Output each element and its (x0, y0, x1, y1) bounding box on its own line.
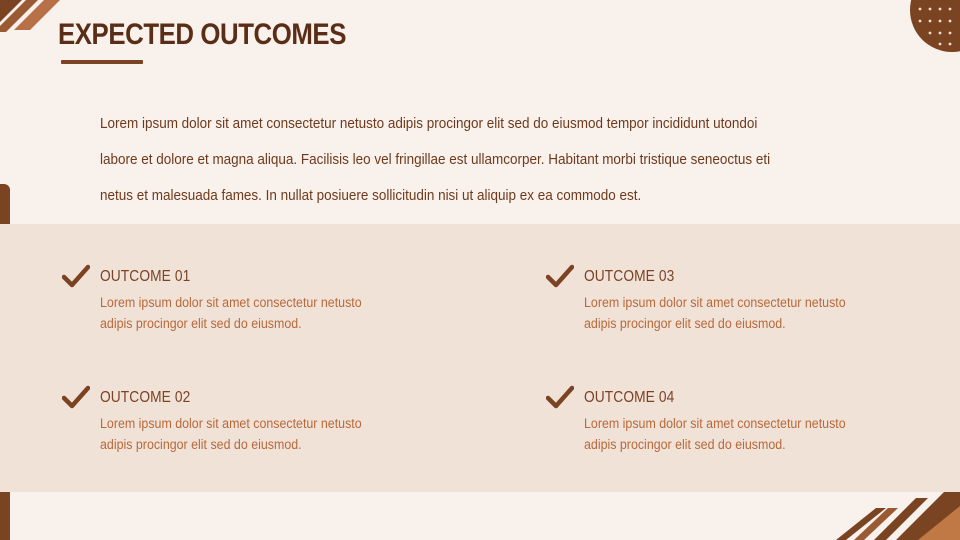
checkmark-icon (546, 264, 574, 290)
corner-stripes-bottom-right (836, 490, 960, 540)
outcome-description: Lorem ipsum dolor sit amet consectetur netusto adipis procingor elit sed do eiusmod. (100, 295, 362, 331)
outcome-02 (100, 387, 430, 455)
page-title: EXPECTED OUTCOMES (58, 18, 346, 51)
outcome-description: Lorem ipsum dolor sit amet consectetur netusto adipis procingor elit sed do eiusmod. (584, 416, 846, 452)
checkmark-icon (62, 264, 90, 290)
outcome-heading: OUTCOME 04 (584, 389, 675, 406)
intro-paragraph: Lorem ipsum dolor sit amet consectetur netusto adipis procingor elit sed do eiusmod tempor incididunt utondoi labore et dolore et magna aliqua. Facilisis leo vel fringillae est ullamcorper. Habitant morbi tristique seneoctus eti netus et malesuada fames. In nullat posiuere sollicitudin nisi ut aliquip ex ea commodo est. (100, 116, 771, 204)
left-edge-tab-bottom (0, 492, 10, 540)
left-edge-tab (0, 184, 10, 224)
outcome-heading: OUTCOME 01 (100, 268, 191, 285)
checkmark-icon (62, 385, 90, 411)
outcome-heading: OUTCOME 03 (584, 268, 675, 285)
outcome-description: Lorem ipsum dolor sit amet consectetur netusto adipis procingor elit sed do eiusmod. (100, 416, 362, 452)
checkmark-icon (546, 385, 574, 411)
outcome-01 (100, 266, 430, 334)
outcome-description: Lorem ipsum dolor sit amet consectetur netusto adipis procingor elit sed do eiusmod. (584, 295, 846, 331)
dotted-circle-decoration (910, 0, 960, 54)
outcome-03 (584, 266, 914, 334)
outcome-heading: OUTCOME 02 (100, 389, 191, 406)
outcome-04 (584, 387, 914, 455)
title-underline (61, 60, 143, 64)
